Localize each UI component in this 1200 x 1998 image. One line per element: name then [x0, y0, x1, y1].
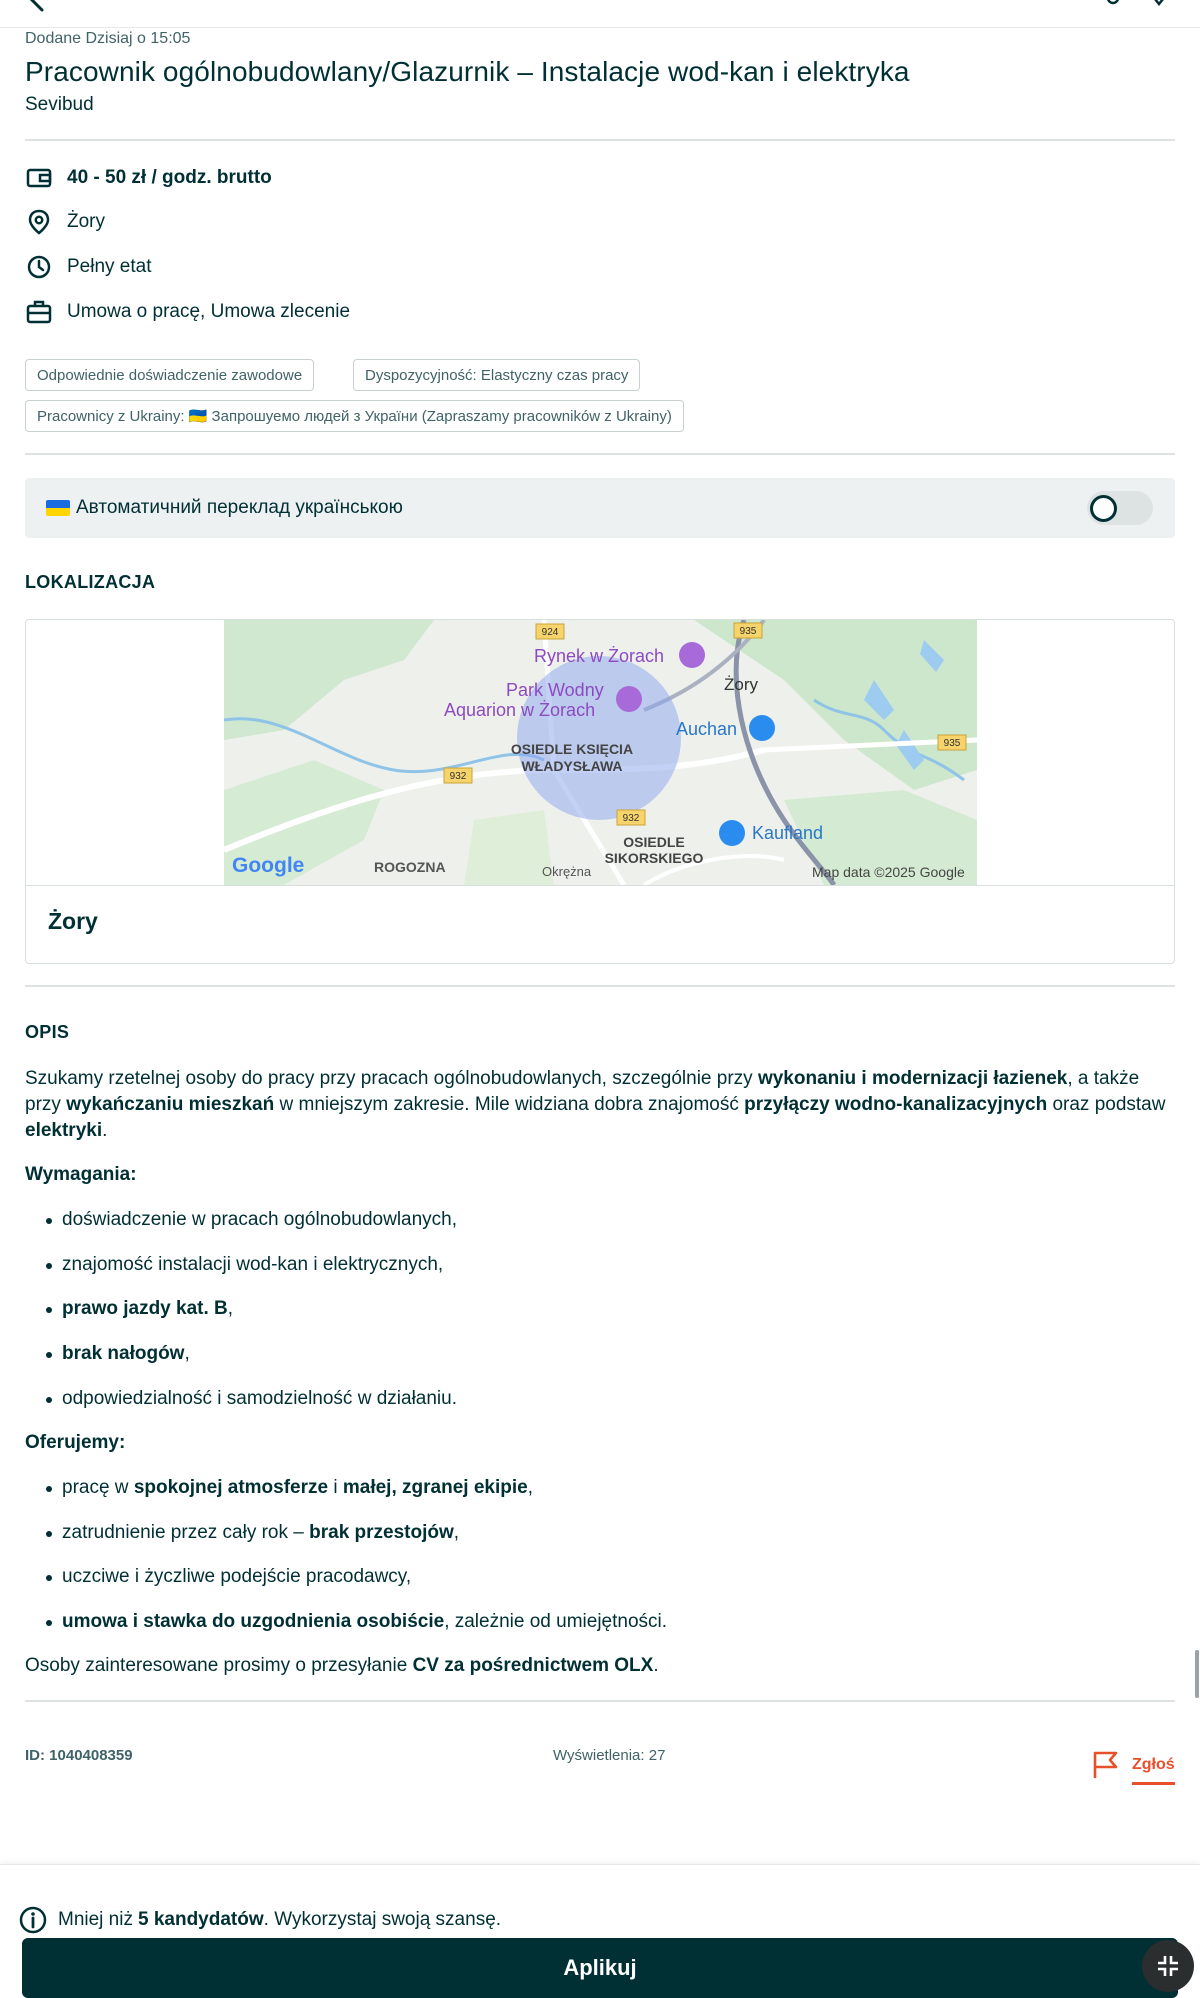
- tag-ukraine: Pracownicy z Ukrainy: 🇺🇦 Запрошуемо людей з України (Zapraszamy pracowników z Ukrainy): [25, 400, 684, 432]
- salary-value: 40 - 50 zł / godz. brutto: [67, 167, 272, 188]
- flag-icon: [1090, 1750, 1120, 1780]
- auto-translate-toggle[interactable]: [1087, 491, 1153, 525]
- requirement-item: prawo jazdy kat. B,: [62, 1298, 234, 1319]
- map-label-sikorskiego: SIKORSKIEGO: [604, 850, 704, 866]
- back-arrow-icon[interactable]: [26, 0, 52, 12]
- map-label-wladyslawa: WŁADYSŁAWA: [521, 758, 623, 774]
- tag-availability: Dyspozycyjność: Elastyczny czas pracy: [353, 359, 640, 391]
- offer-item: uczciwe i życzliwe podejście pracodawcy,: [62, 1566, 412, 1587]
- requirement-item: odpowiedzialność i samodzielność w działaniu.: [62, 1388, 457, 1409]
- offer-item: umowa i stawka do uzgodnienia osobiście, zależnie od umiejętności.: [62, 1611, 668, 1632]
- map-road-935: 935: [739, 626, 757, 637]
- share-icon[interactable]: [1102, 0, 1124, 8]
- location-pin-icon: [25, 208, 53, 236]
- company-name[interactable]: Sevibud: [25, 94, 94, 115]
- info-icon: [18, 1905, 48, 1935]
- divider: [25, 453, 1175, 455]
- location-heading: LOKALIZACJA: [25, 572, 156, 592]
- requirement-item: znajomość instalacji wod-kan i elektrycznych,: [62, 1254, 444, 1275]
- map-label-okrezna: Okrężna: [542, 864, 592, 879]
- divider: [25, 1700, 1175, 1702]
- contract-row: [25, 297, 350, 327]
- map-road-935: 935: [943, 738, 961, 749]
- location-map-card: [25, 619, 1175, 964]
- description-heading: OPIS: [25, 1022, 70, 1042]
- requirement-item: doświadczenie w pracach ogólnobudowlanych,: [62, 1209, 458, 1230]
- ukraine-flag-icon: [46, 500, 70, 516]
- report-label: Zgłoś: [1132, 1756, 1175, 1773]
- contract-value: Umowa o pracę, Umowa zlecenie: [67, 301, 351, 322]
- top-bar: [0, 0, 1200, 28]
- apply-button[interactable]: Aplikuj: [22, 1938, 1178, 1998]
- map-label-kaufland: Kaufland: [752, 823, 824, 843]
- map-label-auchan: Auchan: [676, 719, 738, 739]
- wallet-icon: [25, 164, 53, 192]
- heart-icon[interactable]: [1148, 0, 1170, 8]
- description-intro: Szukamy rzetelnej osoby do pracy przy pracach ogólnobudowlanych, szczególnie przy wykonaniu i modernizacji łazienek, a także przy wykańczaniu mieszkań w mniejszym zakresie. Mile widziana dobra znajomość przyłączy wodno-kanalizacyjnych oraz podstaw elektryki.: [25, 1068, 1166, 1141]
- google-logo: Google: [232, 854, 305, 877]
- clock-icon: [25, 253, 53, 281]
- auto-translate-label: Автоматичний переклад українською: [76, 497, 403, 518]
- requirements-heading: Wymagania:: [25, 1164, 137, 1185]
- location-value: Żory: [67, 211, 105, 232]
- map-copyright: Map data ©2025 Google: [812, 864, 965, 880]
- views-count: Wyświetlenia: 27: [553, 1747, 666, 1764]
- offer-heading: Oferujemy:: [25, 1432, 126, 1453]
- briefcase-icon: [25, 298, 53, 326]
- job-title: Pracownik ogólnobudowlany/Glazurnik – Instalacje wod-kan i elektryka: [25, 56, 910, 87]
- map-label-park: Park Wodny: [506, 680, 604, 700]
- map-footer: [26, 885, 1175, 964]
- added-date: Dodane Dzisiaj o 15:05: [25, 30, 191, 47]
- offer-item: zatrudnienie przez cały rok – brak przestojów,: [62, 1522, 460, 1543]
- worktime-row: [25, 252, 152, 282]
- offer-id: ID: 1040408359: [25, 1747, 133, 1764]
- offer-item: pracę w spokojnej atmosferze i małej, zgranej ekipie,: [62, 1477, 533, 1498]
- map-road-932: 932: [449, 771, 467, 782]
- tag-experience: Odpowiednie doświadczenie zawodowe: [25, 359, 314, 391]
- map-label-osiedle: OSIEDLE: [623, 834, 685, 850]
- map-city-name: Żory: [48, 908, 98, 934]
- location-row: [25, 207, 105, 237]
- map-label-rynek: Rynek w Żorach: [534, 646, 665, 666]
- map-label-osiedle-ksiecia: OSIEDLE KSIĘCIA: [510, 741, 634, 757]
- candidates-note: Mniej niż 5 kandydatów . Wykorzystaj swoją szansę.: [18, 1905, 501, 1935]
- description-closing: Osoby zainteresowane prosimy o przesyłanie CV za pośrednictwem OLX.: [25, 1655, 659, 1676]
- scrollbar-thumb[interactable]: [1195, 1650, 1199, 1698]
- map-road-924: 924: [541, 627, 559, 638]
- map-label-zory: Żory: [724, 675, 758, 694]
- fullscreen-exit-button[interactable]: [1142, 1940, 1194, 1992]
- requirement-item: brak nałogów,: [62, 1343, 190, 1364]
- divider: [25, 985, 1175, 987]
- auto-translate-bar: [25, 478, 1175, 538]
- map-label-aquarion: Aquarion w Żorach: [444, 700, 596, 720]
- divider: [25, 139, 1175, 141]
- salary-row: [25, 163, 272, 193]
- map[interactable]: [224, 620, 977, 885]
- collapse-icon: [1156, 1954, 1180, 1978]
- map-label-rogozna: ROGOZNA: [374, 859, 446, 875]
- worktime-value: Pełny etat: [67, 256, 152, 277]
- map-road-932: 932: [622, 813, 640, 824]
